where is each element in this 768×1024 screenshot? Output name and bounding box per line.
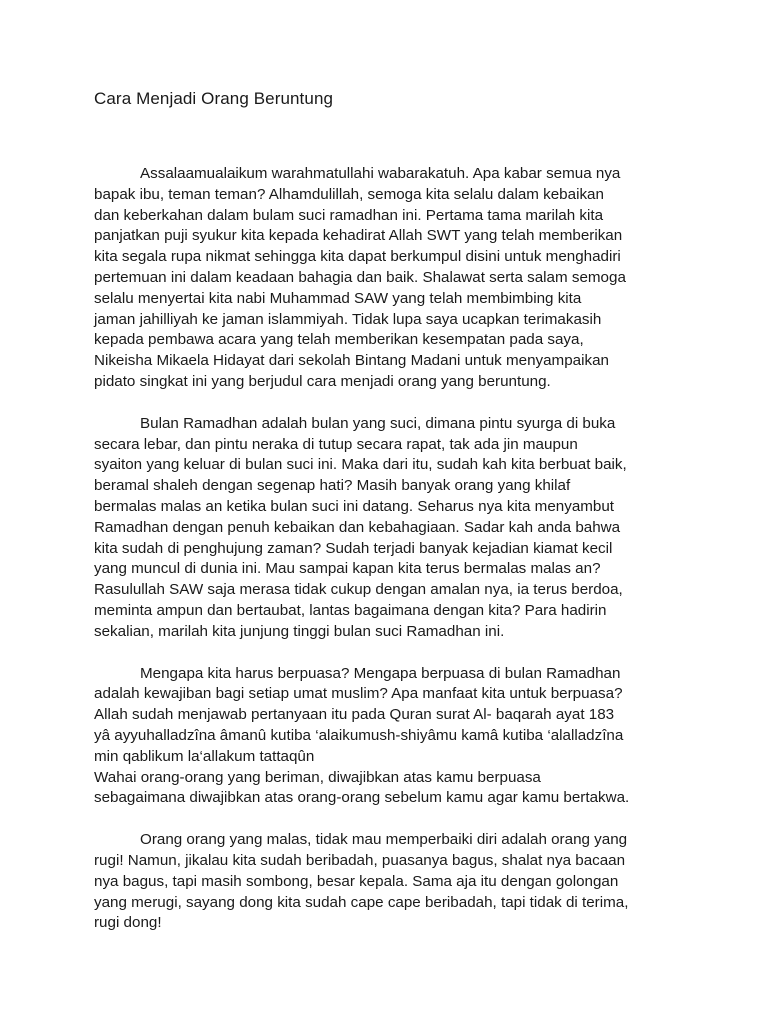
text-line: beramal shaleh dengan segenap hati? Masih banyak orang yang khilaf <box>94 477 571 495</box>
text-line: adalah kewajiban bagi setiap umat muslim? Apa manfaat kita untuk berpuasa? <box>94 685 623 703</box>
text-line: yang muncul di dunia ini. Mau sampai kapan kita terus bermalas malas an? <box>94 560 601 578</box>
text-line: kepada pembawa acara yang telah memberikan kesempatan pada saya, <box>94 331 584 349</box>
text-line: dan keberkahan dalam bulam suci ramadhan ini. Pertama tama marilah kita <box>94 206 604 224</box>
text-line: pidato singkat ini yang berjudul cara menjadi orang yang beruntung. <box>94 372 551 390</box>
text-line: Orang orang yang malas, tidak mau memperbaiki diri adalah orang yang <box>140 831 628 849</box>
text-line: Allah sudah menjawab pertanyaan itu pada Quran surat Al- baqarah ayat 183 <box>94 706 615 724</box>
text-line: yâ ayyuhalladzîna âmanû kutiba ‘alaikumush-shiyâmu kamâ kutiba ‘alalladzîna <box>94 726 624 744</box>
document-title: Cara Menjadi Orang Beruntung <box>94 89 334 108</box>
text-line: Nikeisha Mikaela Hidayat dari sekolah Bintang Madani untuk menyampaikan <box>94 352 609 370</box>
text-line: bermalas malas an ketika bulan suci ini datang. Seharus nya kita menyambut <box>94 497 615 515</box>
paragraph <box>94 664 684 810</box>
text-line: Rasulullah SAW saja merasa tidak cukup dengan amalan nya, ia terus berdoa, <box>94 581 623 599</box>
paragraph <box>94 830 684 934</box>
text-line: nya bagus, tapi masih sombong, besar kepala. Sama aja itu dengan golongan <box>94 872 619 890</box>
text-line: Bulan Ramadhan adalah bulan yang suci, dimana pintu syurga di buka <box>140 414 616 432</box>
paragraph <box>94 414 684 643</box>
paragraph <box>94 164 684 393</box>
text-line: kita sudah di penghujung zaman? Sudah terjadi banyak kejadian kiamat kecil <box>94 539 613 557</box>
text-line: yang merugi, sayang dong kita sudah cape cape beribadah, tapi tidak di terima, <box>94 893 629 911</box>
text-line: meminta ampun dan bertaubat, lantas bagaimana dengan kita? Para hadirin <box>94 601 607 619</box>
text-line: kita segala rupa nikmat sehingga kita dapat berkumpul disini untuk menghadiri <box>94 248 621 266</box>
text-line: Ramadhan dengan penuh kebaikan dan kebahagiaan. Sadar kah anda bahwa <box>94 518 621 536</box>
text-line: rugi dong! <box>94 914 162 932</box>
text-line: syaiton yang keluar di bulan suci ini. Maka dari itu, sudah kah kita berbuat baik, <box>94 456 627 474</box>
text-line: rugi! Namun, jikalau kita sudah beribadah, puasanya bagus, shalat nya bacaan <box>94 851 626 869</box>
text-line: panjatkan puji syukur kita kepada kehadirat Allah SWT yang telah memberikan <box>94 227 623 245</box>
text-line: min qablikum la‘allakum tattaqûn <box>94 747 315 765</box>
text-line: Wahai orang-orang yang beriman, diwajibkan atas kamu berpuasa <box>94 768 541 786</box>
text-line: selalu menyertai kita nabi Muhammad SAW yang telah membimbing kita <box>94 289 582 307</box>
text-line: jaman jahilliyah ke jaman islammiyah. Tidak lupa saya ucapkan terimakasih <box>94 310 602 328</box>
document-body <box>94 164 684 955</box>
text-line: sebagaimana diwajibkan atas orang-orang sebelum kamu agar kamu bertakwa. <box>94 789 630 807</box>
text-line: secara lebar, dan pintu neraka di tutup secara rapat, tak ada jin maupun <box>94 435 578 453</box>
text-line: bapak ibu, teman teman? Alhamdulillah, semoga kita selalu dalam kebaikan <box>94 185 604 203</box>
text-line: pertemuan ini dalam keadaan bahagia dan baik. Shalawat serta salam semoga <box>94 268 626 286</box>
text-line: Assalaamualaikum warahmatullahi wabarakatuh. Apa kabar semua nya <box>140 165 621 182</box>
text-line: Mengapa kita harus berpuasa? Mengapa berpuasa di bulan Ramadhan <box>140 664 621 682</box>
text-line: sekalian, marilah kita junjung tinggi bulan suci Ramadhan ini. <box>94 622 505 640</box>
